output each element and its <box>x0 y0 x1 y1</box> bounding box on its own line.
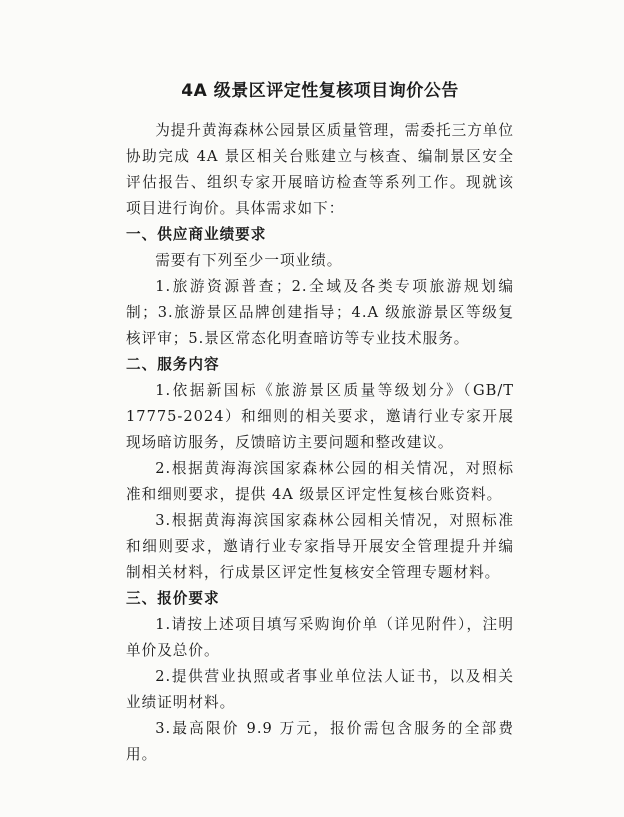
section-paragraph: 需要有下列至少一项业绩。 <box>155 252 343 269</box>
section-paragraph: 3.根据黄海海滨国家森林公园相关情况，对照标准和细则要求，邀请行业专家指导开展安全管理提升并编制相关材料，行成景区评定性复核安全管理专题材料。 <box>126 512 514 581</box>
section-paragraph: 1.请按上述项目填写采购询价单（详见附件），注明单价及总价。 <box>126 616 514 659</box>
section-paragraph: 1.旅游资源普查；2.全域及各类专项旅游规划编制；3.旅游景区品牌创建指导；4.A 级旅游景区等级复核评审；5.景区常态化明查暗访等专业技术服务。 <box>126 278 514 347</box>
document-body <box>126 78 514 768</box>
section-heading-supplier: 一、供应商业绩要求 <box>126 226 267 243</box>
section-paragraph: 2.根据黄海海滨国家森林公园的相关情况，对照标准和细则要求，提供 4A 级景区评定性复核台账资料。 <box>126 460 514 503</box>
section-heading-quotation: 三、报价要求 <box>126 590 220 607</box>
section-paragraph: 1.依据新国标《旅游景区质量等级划分》（GB/T 17775-2024）和细则的相关要求，邀请行业专家开展现场暗访服务，反馈暗访主要问题和整改建议。 <box>126 382 514 451</box>
document-title: 4A 级景区评定性复核项目询价公告 <box>181 81 459 101</box>
section-heading-service: 二、服务内容 <box>126 356 220 373</box>
section-paragraph: 2.提供营业执照或者事业单位法人证书，以及相关业绩证明材料。 <box>126 668 514 711</box>
section-paragraph: 3.最高限价 9.9 万元，报价需包含服务的全部费用。 <box>126 720 514 763</box>
intro-paragraph: 为提升黄海森林公园景区质量管理，需委托三方单位协助完成 4A 景区相关台账建立与核查、编制景区安全评估报告、组织专家开展暗访检查等系列工作。现就该项目进行询价。具体需求如下： <box>126 122 514 217</box>
